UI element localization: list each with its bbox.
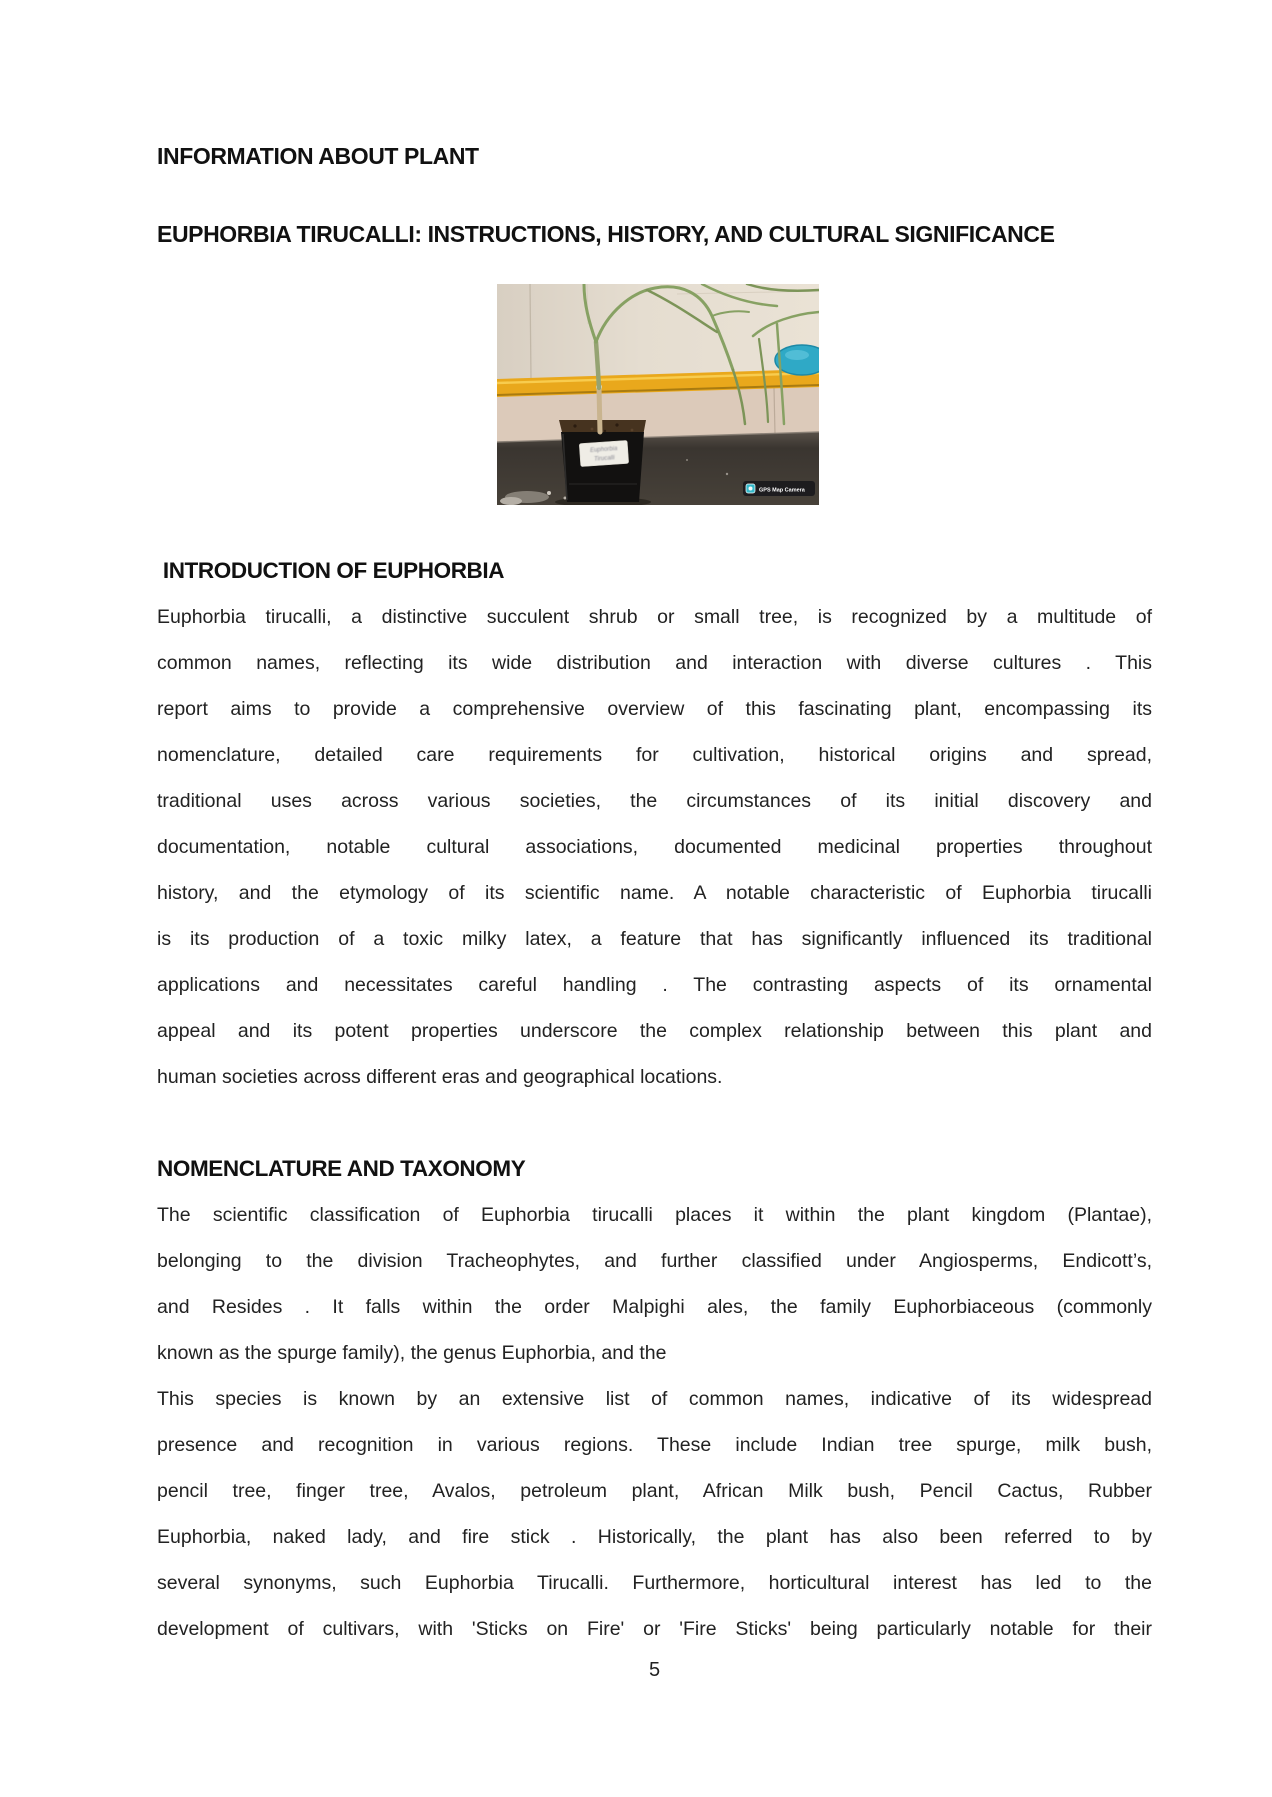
plant-trunk bbox=[599, 388, 600, 432]
soil-texture bbox=[573, 424, 576, 427]
page-number: 5 bbox=[648, 1659, 661, 1681]
soil-texture bbox=[631, 429, 634, 432]
camera-lens-icon bbox=[749, 487, 753, 491]
text-line: several synonyms, such Euphorbia Tirucalli. Furthermore, horticultural interest has led to the bbox=[157, 1572, 1152, 1594]
text-line: Euphorbia tirucalli, a distinctive succulent shrub or small tree, is recognized by a multitude of bbox=[157, 606, 1152, 628]
text-line: applications and necessitates careful handling . The contrasting aspects of its ornamental bbox=[157, 974, 1152, 996]
paragraph-spacer bbox=[157, 1100, 1152, 1146]
counter-debris bbox=[500, 497, 522, 505]
gps-badge-label: GPS Map Camera bbox=[759, 487, 805, 494]
plant-stem bbox=[596, 342, 599, 388]
section-heading: INTRODUCTION OF EUPHORBIA bbox=[157, 558, 505, 583]
text-line: and Resides . It falls within the order Malpighi ales, the family Euphorbiaceous (commonly bbox=[157, 1296, 1152, 1318]
text-line: Euphorbia, naked lady, and fire stick . Historically, the plant has also been referred to by bbox=[157, 1526, 1152, 1548]
text-line: nomenclature, detailed care requirements for cultivation, historical origins and spread, bbox=[157, 744, 1152, 766]
text-line: development of cultivars, with 'Sticks on Fire' or 'Fire Sticks' being particularly notable for their bbox=[157, 1618, 1152, 1640]
document-body bbox=[157, 548, 1152, 1652]
pot-label-text-line2: Tirucalli bbox=[593, 455, 615, 463]
counter-speck bbox=[686, 459, 688, 461]
pot-label-text-line1: Euphorbia bbox=[589, 446, 618, 454]
blue-object-highlight bbox=[785, 350, 809, 360]
plant-photo bbox=[497, 284, 819, 505]
plant-photo-graphic bbox=[497, 284, 819, 505]
doc-subtitle: EUPHORBIA TIRUCALLI: INSTRUCTIONS, HISTORY, AND CULTURAL SIGNIFICANCE bbox=[157, 221, 1055, 247]
counter-speck bbox=[726, 473, 728, 475]
text-line: human societies across different eras and geographical locations. bbox=[157, 1066, 723, 1088]
text-line: report aims to provide a comprehensive overview of this fascinating plant, encompassing its bbox=[157, 698, 1152, 720]
text-line: traditional uses across various societies, the circumstances of its initial discovery and bbox=[157, 790, 1152, 812]
text-line: documentation, notable cultural associations, documented medicinal properties throughout bbox=[157, 836, 1152, 858]
counter-speck bbox=[547, 491, 551, 495]
soil-texture bbox=[591, 428, 594, 431]
pot-label bbox=[579, 440, 628, 466]
text-line: common names, reflecting its wide distribution and interaction with diverse cultures . This bbox=[157, 652, 1152, 674]
doc-title: INFORMATION ABOUT PLANT bbox=[157, 143, 479, 169]
text-line: history, and the etymology of its scientific name. A notable characteristic of Euphorbia tirucalli bbox=[157, 882, 1152, 904]
text-line: is its production of a toxic milky latex, a feature that has significantly influenced its traditional bbox=[157, 928, 1152, 950]
text-line: pencil tree, finger tree, Avalos, petroleum plant, African Milk bush, Pencil Cactus, Rubber bbox=[157, 1480, 1152, 1502]
text-line: presence and recognition in various regions. These include Indian tree spurge, milk bush, bbox=[157, 1434, 1152, 1456]
soil-texture bbox=[604, 430, 606, 432]
text-line: The scientific classification of Euphorbia tirucalli places it within the plant kingdom (Plantae), bbox=[157, 1204, 1152, 1226]
section-heading: NOMENCLATURE AND TAXONOMY bbox=[157, 1156, 526, 1181]
gps-map-camera-badge bbox=[743, 481, 815, 496]
text-line: appeal and its potent properties underscore the complex relationship between this plant and bbox=[157, 1020, 1152, 1042]
text-line: This species is known by an extensive list of common names, indicative of its widespread bbox=[157, 1388, 1152, 1410]
text-line: belonging to the division Tracheophytes, and further classified under Angiosperms, Endicott’s, bbox=[157, 1250, 1152, 1272]
text-line: known as the spurge family), the genus Euphorbia, and the bbox=[157, 1342, 667, 1364]
soil-texture bbox=[615, 423, 618, 426]
